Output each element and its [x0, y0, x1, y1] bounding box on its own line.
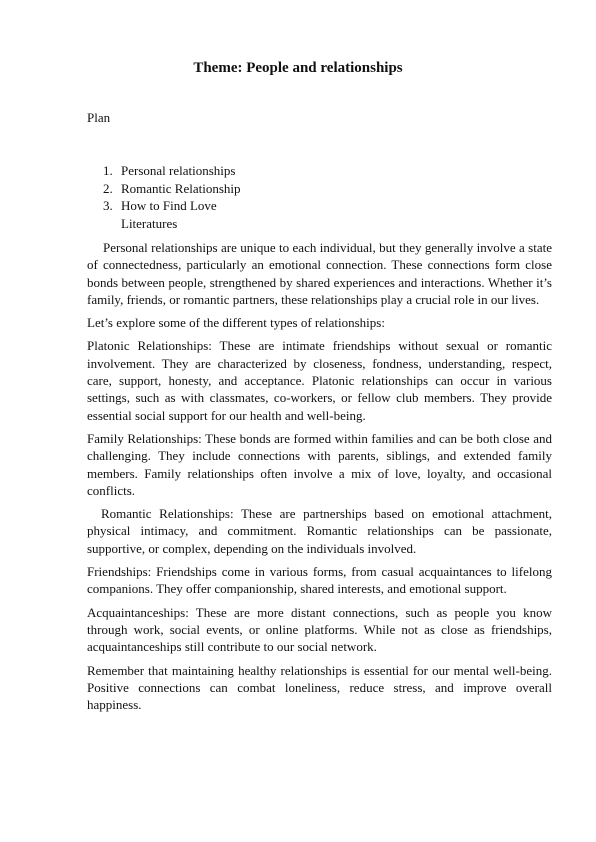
paragraph-types-intro: Let’s explore some of the different types of relationships: — [87, 315, 385, 331]
plan-item — [103, 162, 241, 180]
plan-item-number: 3. — [103, 198, 113, 214]
paragraph-acquaintanceships: Acquaintanceships: These are more distant connections, such as people you know through work, social events, or online platforms. While not as close as friendships, acquaintanceships still contribute to our social network. — [87, 604, 552, 655]
plan-item-number: 2. — [103, 180, 113, 196]
paragraph-conclusion: Remember that maintaining healthy relationships is essential for our mental well-being. Positive connections can combat loneliness, reduce stress, and improve overall happiness. — [87, 662, 552, 713]
plan-item-text: Romantic Relationship — [121, 180, 241, 196]
paragraph-friendships: Friendships: Friendships come in various forms, from casual acquaintances to lifelong companions. They offer companionship, shared interests, and emotional support. — [87, 564, 552, 597]
document-title: Theme: People and relationships — [193, 60, 403, 76]
plan-continuation: Literatures — [121, 215, 178, 231]
plan-item-text: Personal relationships — [121, 163, 236, 178]
paragraph-romantic: Romantic Relationships: These are partnerships based on emotional attachment, physical intimacy, and commitment. Romantic relationships can be passionate, supportive, or complex, depending on the individuals involved. — [87, 506, 552, 556]
paragraph-platonic: Platonic Relationships: These are intimate friendships without sexual or romantic involvement. They are characterized by closeness, fondness, understanding, respect, care, support, honesty, and acceptance. Platonic relationships can occur in various settings, such as with classmates, co-workers, or fellow club members. They provide essential social support for our health and well-being. — [87, 338, 552, 423]
paragraph-family: Family Relationships: These bonds are formed within families and can be both close and challenging. They include connections with parents, siblings, and extended family members. Family relationships often involve a mix of love, loyalty, and occasional conflicts. — [87, 430, 552, 498]
plan-item — [103, 197, 241, 215]
plan-item — [103, 180, 241, 198]
plan-label: Plan — [87, 110, 111, 125]
paragraph-personal-relationships: Personal relationships are unique to each individual, but they generally involve a state of connectedness, particularly an emotional connection. These connections form close bonds between people, strengthened by shared experiences and interactions. Whether it’s family, friends, or romantic partners, these relationships play a crucial role in our lives. — [87, 240, 552, 307]
plan-item-text: How to Find Love — [121, 198, 217, 214]
plan-item-number: 1. — [103, 163, 113, 178]
body-text — [87, 239, 552, 719]
plan-list — [103, 162, 241, 232]
